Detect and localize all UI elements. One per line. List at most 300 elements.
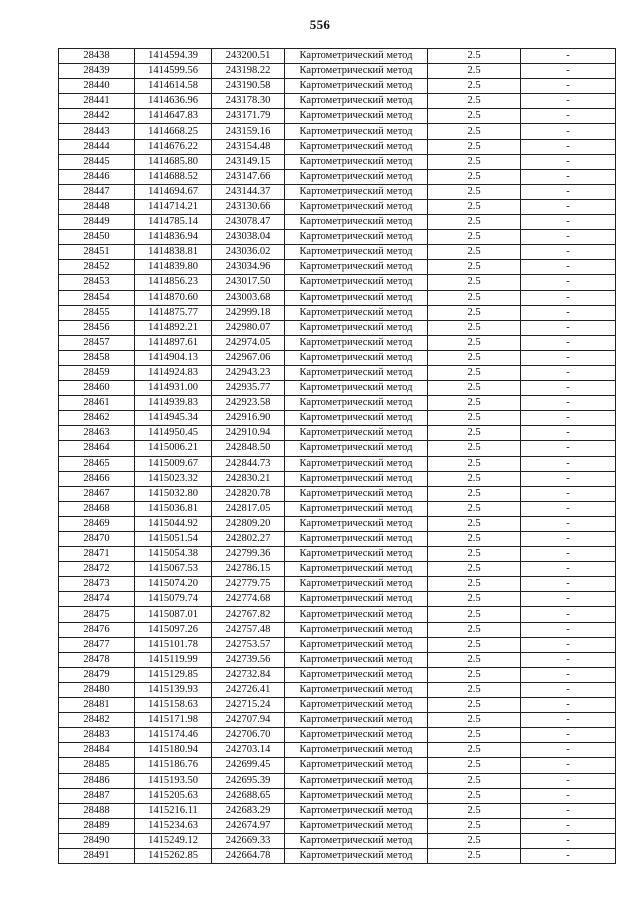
note-cell: - — [521, 154, 616, 169]
y-coordinate-cell: 243171.79 — [212, 109, 285, 124]
y-coordinate-cell: 242703.14 — [212, 743, 285, 758]
x-coordinate-cell: 1414931.00 — [135, 381, 212, 396]
x-coordinate-cell: 1414838.81 — [135, 245, 212, 260]
method-cell: Картометрический метод — [285, 335, 428, 350]
table-row — [59, 713, 616, 728]
table-row — [59, 64, 616, 79]
point-number-cell: 28490 — [59, 833, 135, 848]
table-row — [59, 532, 616, 547]
accuracy-cell: 2.5 — [428, 245, 521, 260]
point-number-cell: 28438 — [59, 49, 135, 64]
point-number-cell: 28481 — [59, 698, 135, 713]
page-number: 556 — [309, 17, 331, 32]
accuracy-cell: 2.5 — [428, 49, 521, 64]
point-number-cell: 28480 — [59, 682, 135, 697]
point-number-cell: 28459 — [59, 365, 135, 380]
x-coordinate-cell: 1415234.63 — [135, 818, 212, 833]
x-coordinate-cell: 1414839.80 — [135, 260, 212, 275]
method-cell: Картометрический метод — [285, 622, 428, 637]
y-coordinate-cell: 242706.70 — [212, 728, 285, 743]
point-number-cell: 28467 — [59, 486, 135, 501]
method-cell: Картометрический метод — [285, 471, 428, 486]
accuracy-cell: 2.5 — [428, 562, 521, 577]
accuracy-cell: 2.5 — [428, 788, 521, 803]
accuracy-cell: 2.5 — [428, 637, 521, 652]
method-cell: Картометрический метод — [285, 848, 428, 863]
x-coordinate-cell: 1415101.78 — [135, 637, 212, 652]
accuracy-cell: 2.5 — [428, 532, 521, 547]
method-cell: Картометрический метод — [285, 698, 428, 713]
table-row — [59, 154, 616, 169]
y-coordinate-cell: 243198.22 — [212, 64, 285, 79]
y-coordinate-cell: 243038.04 — [212, 230, 285, 245]
table-row — [59, 275, 616, 290]
y-coordinate-cell: 242967.06 — [212, 350, 285, 365]
y-coordinate-cell: 242802.27 — [212, 532, 285, 547]
table-row — [59, 411, 616, 426]
method-cell: Картометрический метод — [285, 486, 428, 501]
accuracy-cell: 2.5 — [428, 290, 521, 305]
note-cell: - — [521, 577, 616, 592]
table-row — [59, 335, 616, 350]
point-number-cell: 28442 — [59, 109, 135, 124]
point-number-cell: 28473 — [59, 577, 135, 592]
method-cell: Картометрический метод — [285, 79, 428, 94]
point-number-cell: 28458 — [59, 350, 135, 365]
point-number-cell: 28461 — [59, 396, 135, 411]
method-cell: Картометрический метод — [285, 637, 428, 652]
note-cell: - — [521, 471, 616, 486]
accuracy-cell: 2.5 — [428, 773, 521, 788]
note-cell: - — [521, 230, 616, 245]
point-number-cell: 28450 — [59, 230, 135, 245]
table-row — [59, 169, 616, 184]
x-coordinate-cell: 1414836.94 — [135, 230, 212, 245]
method-cell: Картометрический метод — [285, 456, 428, 471]
note-cell: - — [521, 184, 616, 199]
note-cell: - — [521, 743, 616, 758]
note-cell: - — [521, 818, 616, 833]
note-cell: - — [521, 350, 616, 365]
point-number-cell: 28441 — [59, 94, 135, 109]
point-number-cell: 28471 — [59, 547, 135, 562]
x-coordinate-cell: 1415174.46 — [135, 728, 212, 743]
note-cell: - — [521, 547, 616, 562]
accuracy-cell: 2.5 — [428, 441, 521, 456]
method-cell: Картометрический метод — [285, 667, 428, 682]
point-number-cell: 28486 — [59, 773, 135, 788]
point-number-cell: 28465 — [59, 456, 135, 471]
y-coordinate-cell: 243130.66 — [212, 199, 285, 214]
x-coordinate-cell: 1414939.83 — [135, 396, 212, 411]
y-coordinate-cell: 243003.68 — [212, 290, 285, 305]
x-coordinate-cell: 1415023.32 — [135, 471, 212, 486]
table-row — [59, 124, 616, 139]
y-coordinate-cell: 242688.65 — [212, 788, 285, 803]
accuracy-cell: 2.5 — [428, 682, 521, 697]
accuracy-cell: 2.5 — [428, 94, 521, 109]
point-number-cell: 28466 — [59, 471, 135, 486]
method-cell: Картометрический метод — [285, 441, 428, 456]
point-number-cell: 28454 — [59, 290, 135, 305]
x-coordinate-cell: 1415054.38 — [135, 547, 212, 562]
x-coordinate-cell: 1415216.11 — [135, 803, 212, 818]
table-row — [59, 245, 616, 260]
y-coordinate-cell: 242830.21 — [212, 471, 285, 486]
note-cell: - — [521, 64, 616, 79]
table-row — [59, 698, 616, 713]
table-row — [59, 49, 616, 64]
point-number-cell: 28476 — [59, 622, 135, 637]
note-cell: - — [521, 381, 616, 396]
method-cell: Картометрический метод — [285, 381, 428, 396]
method-cell: Картометрический метод — [285, 758, 428, 773]
accuracy-cell: 2.5 — [428, 728, 521, 743]
point-number-cell: 28483 — [59, 728, 135, 743]
method-cell: Картометрический метод — [285, 396, 428, 411]
y-coordinate-cell: 243036.02 — [212, 245, 285, 260]
x-coordinate-cell: 1414594.39 — [135, 49, 212, 64]
note-cell: - — [521, 124, 616, 139]
accuracy-cell: 2.5 — [428, 456, 521, 471]
table-row — [59, 788, 616, 803]
accuracy-cell: 2.5 — [428, 215, 521, 230]
point-number-cell: 28470 — [59, 532, 135, 547]
accuracy-cell: 2.5 — [428, 124, 521, 139]
table-row — [59, 486, 616, 501]
x-coordinate-cell: 1415186.76 — [135, 758, 212, 773]
point-number-cell: 28462 — [59, 411, 135, 426]
point-number-cell: 28489 — [59, 818, 135, 833]
method-cell: Картометрический метод — [285, 154, 428, 169]
method-cell: Картометрический метод — [285, 411, 428, 426]
method-cell: Картометрический метод — [285, 833, 428, 848]
accuracy-cell: 2.5 — [428, 652, 521, 667]
note-cell: - — [521, 728, 616, 743]
y-coordinate-cell: 242916.90 — [212, 411, 285, 426]
accuracy-cell: 2.5 — [428, 396, 521, 411]
table-row — [59, 848, 616, 863]
x-coordinate-cell: 1415262.85 — [135, 848, 212, 863]
method-cell: Картометрический метод — [285, 577, 428, 592]
table-row — [59, 803, 616, 818]
method-cell: Картометрический метод — [285, 350, 428, 365]
x-coordinate-cell: 1415087.01 — [135, 607, 212, 622]
accuracy-cell: 2.5 — [428, 305, 521, 320]
x-coordinate-cell: 1414685.80 — [135, 154, 212, 169]
method-cell: Картометрический метод — [285, 728, 428, 743]
x-coordinate-cell: 1415119.99 — [135, 652, 212, 667]
note-cell: - — [521, 335, 616, 350]
accuracy-cell: 2.5 — [428, 64, 521, 79]
method-cell: Картометрический метод — [285, 290, 428, 305]
point-number-cell: 28468 — [59, 501, 135, 516]
method-cell: Картометрический метод — [285, 275, 428, 290]
y-coordinate-cell: 242699.45 — [212, 758, 285, 773]
y-coordinate-cell: 242779.75 — [212, 577, 285, 592]
note-cell: - — [521, 109, 616, 124]
note-cell: - — [521, 320, 616, 335]
y-coordinate-cell: 242674.97 — [212, 818, 285, 833]
y-coordinate-cell: 242707.94 — [212, 713, 285, 728]
note-cell: - — [521, 637, 616, 652]
x-coordinate-cell: 1415193.50 — [135, 773, 212, 788]
note-cell: - — [521, 516, 616, 531]
method-cell: Картометрический метод — [285, 607, 428, 622]
note-cell: - — [521, 456, 616, 471]
table-row — [59, 426, 616, 441]
accuracy-cell: 2.5 — [428, 486, 521, 501]
point-number-cell: 28439 — [59, 64, 135, 79]
point-number-cell: 28475 — [59, 607, 135, 622]
point-number-cell: 28451 — [59, 245, 135, 260]
accuracy-cell: 2.5 — [428, 79, 521, 94]
note-cell: - — [521, 607, 616, 622]
accuracy-cell: 2.5 — [428, 501, 521, 516]
note-cell: - — [521, 94, 616, 109]
point-number-cell: 28455 — [59, 305, 135, 320]
accuracy-cell: 2.5 — [428, 184, 521, 199]
y-coordinate-cell: 242695.39 — [212, 773, 285, 788]
table-row — [59, 818, 616, 833]
method-cell: Картометрический метод — [285, 64, 428, 79]
table-row — [59, 215, 616, 230]
x-coordinate-cell: 1415205.63 — [135, 788, 212, 803]
x-coordinate-cell: 1414950.45 — [135, 426, 212, 441]
x-coordinate-cell: 1414714.21 — [135, 199, 212, 214]
point-number-cell: 28485 — [59, 758, 135, 773]
method-cell: Картометрический метод — [285, 547, 428, 562]
y-coordinate-cell: 242767.82 — [212, 607, 285, 622]
y-coordinate-cell: 243144.37 — [212, 184, 285, 199]
accuracy-cell: 2.5 — [428, 547, 521, 562]
accuracy-cell: 2.5 — [428, 109, 521, 124]
method-cell: Картометрический метод — [285, 562, 428, 577]
table-row — [59, 199, 616, 214]
table-row — [59, 743, 616, 758]
point-number-cell: 28488 — [59, 803, 135, 818]
point-number-cell: 28456 — [59, 320, 135, 335]
method-cell: Картометрический метод — [285, 245, 428, 260]
x-coordinate-cell: 1414870.60 — [135, 290, 212, 305]
note-cell: - — [521, 652, 616, 667]
method-cell: Картометрический метод — [285, 49, 428, 64]
method-cell: Картометрический метод — [285, 426, 428, 441]
note-cell: - — [521, 290, 616, 305]
x-coordinate-cell: 1414647.83 — [135, 109, 212, 124]
method-cell: Картометрический метод — [285, 713, 428, 728]
x-coordinate-cell: 1414636.96 — [135, 94, 212, 109]
note-cell: - — [521, 139, 616, 154]
method-cell: Картометрический метод — [285, 124, 428, 139]
table-row — [59, 547, 616, 562]
method-cell: Картометрический метод — [285, 365, 428, 380]
accuracy-cell: 2.5 — [428, 169, 521, 184]
method-cell: Картометрический метод — [285, 516, 428, 531]
point-number-cell: 28445 — [59, 154, 135, 169]
table-row — [59, 516, 616, 531]
accuracy-cell: 2.5 — [428, 667, 521, 682]
y-coordinate-cell: 243190.58 — [212, 79, 285, 94]
y-coordinate-cell: 243034.96 — [212, 260, 285, 275]
y-coordinate-cell: 242799.36 — [212, 547, 285, 562]
accuracy-cell: 2.5 — [428, 365, 521, 380]
y-coordinate-cell: 242753.57 — [212, 637, 285, 652]
point-number-cell: 28440 — [59, 79, 135, 94]
table-row — [59, 652, 616, 667]
y-coordinate-cell: 242809.20 — [212, 516, 285, 531]
accuracy-cell: 2.5 — [428, 516, 521, 531]
coordinates-table-body — [59, 49, 616, 864]
table-row — [59, 94, 616, 109]
method-cell: Картометрический метод — [285, 215, 428, 230]
accuracy-cell: 2.5 — [428, 411, 521, 426]
table-row — [59, 833, 616, 848]
point-number-cell: 28443 — [59, 124, 135, 139]
method-cell: Картометрический метод — [285, 682, 428, 697]
x-coordinate-cell: 1414694.67 — [135, 184, 212, 199]
table-row — [59, 471, 616, 486]
accuracy-cell: 2.5 — [428, 622, 521, 637]
point-number-cell: 28446 — [59, 169, 135, 184]
method-cell: Картометрический метод — [285, 94, 428, 109]
y-coordinate-cell: 242820.78 — [212, 486, 285, 501]
method-cell: Картометрический метод — [285, 803, 428, 818]
point-number-cell: 28472 — [59, 562, 135, 577]
x-coordinate-cell: 1415097.26 — [135, 622, 212, 637]
x-coordinate-cell: 1414785.14 — [135, 215, 212, 230]
table-row — [59, 441, 616, 456]
y-coordinate-cell: 242726.41 — [212, 682, 285, 697]
table-row — [59, 592, 616, 607]
y-coordinate-cell: 242848.50 — [212, 441, 285, 456]
x-coordinate-cell: 1415139.93 — [135, 682, 212, 697]
point-number-cell: 28478 — [59, 652, 135, 667]
x-coordinate-cell: 1414924.83 — [135, 365, 212, 380]
note-cell: - — [521, 245, 616, 260]
x-coordinate-cell: 1415032.80 — [135, 486, 212, 501]
point-number-cell: 28464 — [59, 441, 135, 456]
point-number-cell: 28457 — [59, 335, 135, 350]
method-cell: Картометрический метод — [285, 773, 428, 788]
y-coordinate-cell: 243200.51 — [212, 49, 285, 64]
x-coordinate-cell: 1414892.21 — [135, 320, 212, 335]
accuracy-cell: 2.5 — [428, 199, 521, 214]
x-coordinate-cell: 1415171.98 — [135, 713, 212, 728]
point-number-cell: 28479 — [59, 667, 135, 682]
point-number-cell: 28487 — [59, 788, 135, 803]
accuracy-cell: 2.5 — [428, 320, 521, 335]
y-coordinate-cell: 242757.48 — [212, 622, 285, 637]
point-number-cell: 28484 — [59, 743, 135, 758]
point-number-cell: 28449 — [59, 215, 135, 230]
method-cell: Картометрический метод — [285, 184, 428, 199]
y-coordinate-cell: 243078.47 — [212, 215, 285, 230]
table-row — [59, 305, 616, 320]
note-cell: - — [521, 803, 616, 818]
method-cell: Картометрический метод — [285, 169, 428, 184]
table-row — [59, 456, 616, 471]
table-row — [59, 607, 616, 622]
y-coordinate-cell: 242664.78 — [212, 848, 285, 863]
y-coordinate-cell: 242974.05 — [212, 335, 285, 350]
note-cell: - — [521, 411, 616, 426]
note-cell: - — [521, 788, 616, 803]
point-number-cell: 28453 — [59, 275, 135, 290]
x-coordinate-cell: 1414676.22 — [135, 139, 212, 154]
accuracy-cell: 2.5 — [428, 335, 521, 350]
table-row — [59, 728, 616, 743]
y-coordinate-cell: 242935.77 — [212, 381, 285, 396]
accuracy-cell: 2.5 — [428, 758, 521, 773]
note-cell: - — [521, 365, 616, 380]
accuracy-cell: 2.5 — [428, 350, 521, 365]
y-coordinate-cell: 242999.18 — [212, 305, 285, 320]
note-cell: - — [521, 592, 616, 607]
point-number-cell: 28460 — [59, 381, 135, 396]
table-row — [59, 637, 616, 652]
method-cell: Картометрический метод — [285, 199, 428, 214]
x-coordinate-cell: 1415051.54 — [135, 532, 212, 547]
accuracy-cell: 2.5 — [428, 471, 521, 486]
y-coordinate-cell: 243154.48 — [212, 139, 285, 154]
x-coordinate-cell: 1415067.53 — [135, 562, 212, 577]
table-row — [59, 501, 616, 516]
table-row — [59, 320, 616, 335]
point-number-cell: 28474 — [59, 592, 135, 607]
method-cell: Картометрический метод — [285, 320, 428, 335]
y-coordinate-cell: 242980.07 — [212, 320, 285, 335]
method-cell: Картометрический метод — [285, 818, 428, 833]
note-cell: - — [521, 501, 616, 516]
x-coordinate-cell: 1414614.58 — [135, 79, 212, 94]
accuracy-cell: 2.5 — [428, 154, 521, 169]
x-coordinate-cell: 1414897.61 — [135, 335, 212, 350]
point-number-cell: 28447 — [59, 184, 135, 199]
y-coordinate-cell: 243159.16 — [212, 124, 285, 139]
accuracy-cell: 2.5 — [428, 833, 521, 848]
y-coordinate-cell: 242739.56 — [212, 652, 285, 667]
point-number-cell: 28482 — [59, 713, 135, 728]
method-cell: Картометрический метод — [285, 743, 428, 758]
table-row — [59, 290, 616, 305]
point-number-cell: 28477 — [59, 637, 135, 652]
note-cell: - — [521, 49, 616, 64]
table-row — [59, 758, 616, 773]
y-coordinate-cell: 243149.15 — [212, 154, 285, 169]
note-cell: - — [521, 79, 616, 94]
note-cell: - — [521, 833, 616, 848]
accuracy-cell: 2.5 — [428, 592, 521, 607]
table-row — [59, 667, 616, 682]
method-cell: Картометрический метод — [285, 305, 428, 320]
note-cell: - — [521, 260, 616, 275]
accuracy-cell: 2.5 — [428, 139, 521, 154]
x-coordinate-cell: 1414599.56 — [135, 64, 212, 79]
note-cell: - — [521, 698, 616, 713]
y-coordinate-cell: 242817.05 — [212, 501, 285, 516]
table-row — [59, 79, 616, 94]
y-coordinate-cell: 243017.50 — [212, 275, 285, 290]
method-cell: Картометрический метод — [285, 109, 428, 124]
x-coordinate-cell: 1415036.81 — [135, 501, 212, 516]
note-cell: - — [521, 562, 616, 577]
note-cell: - — [521, 713, 616, 728]
table-row — [59, 381, 616, 396]
accuracy-cell: 2.5 — [428, 848, 521, 863]
x-coordinate-cell: 1415180.94 — [135, 743, 212, 758]
table-row — [59, 577, 616, 592]
